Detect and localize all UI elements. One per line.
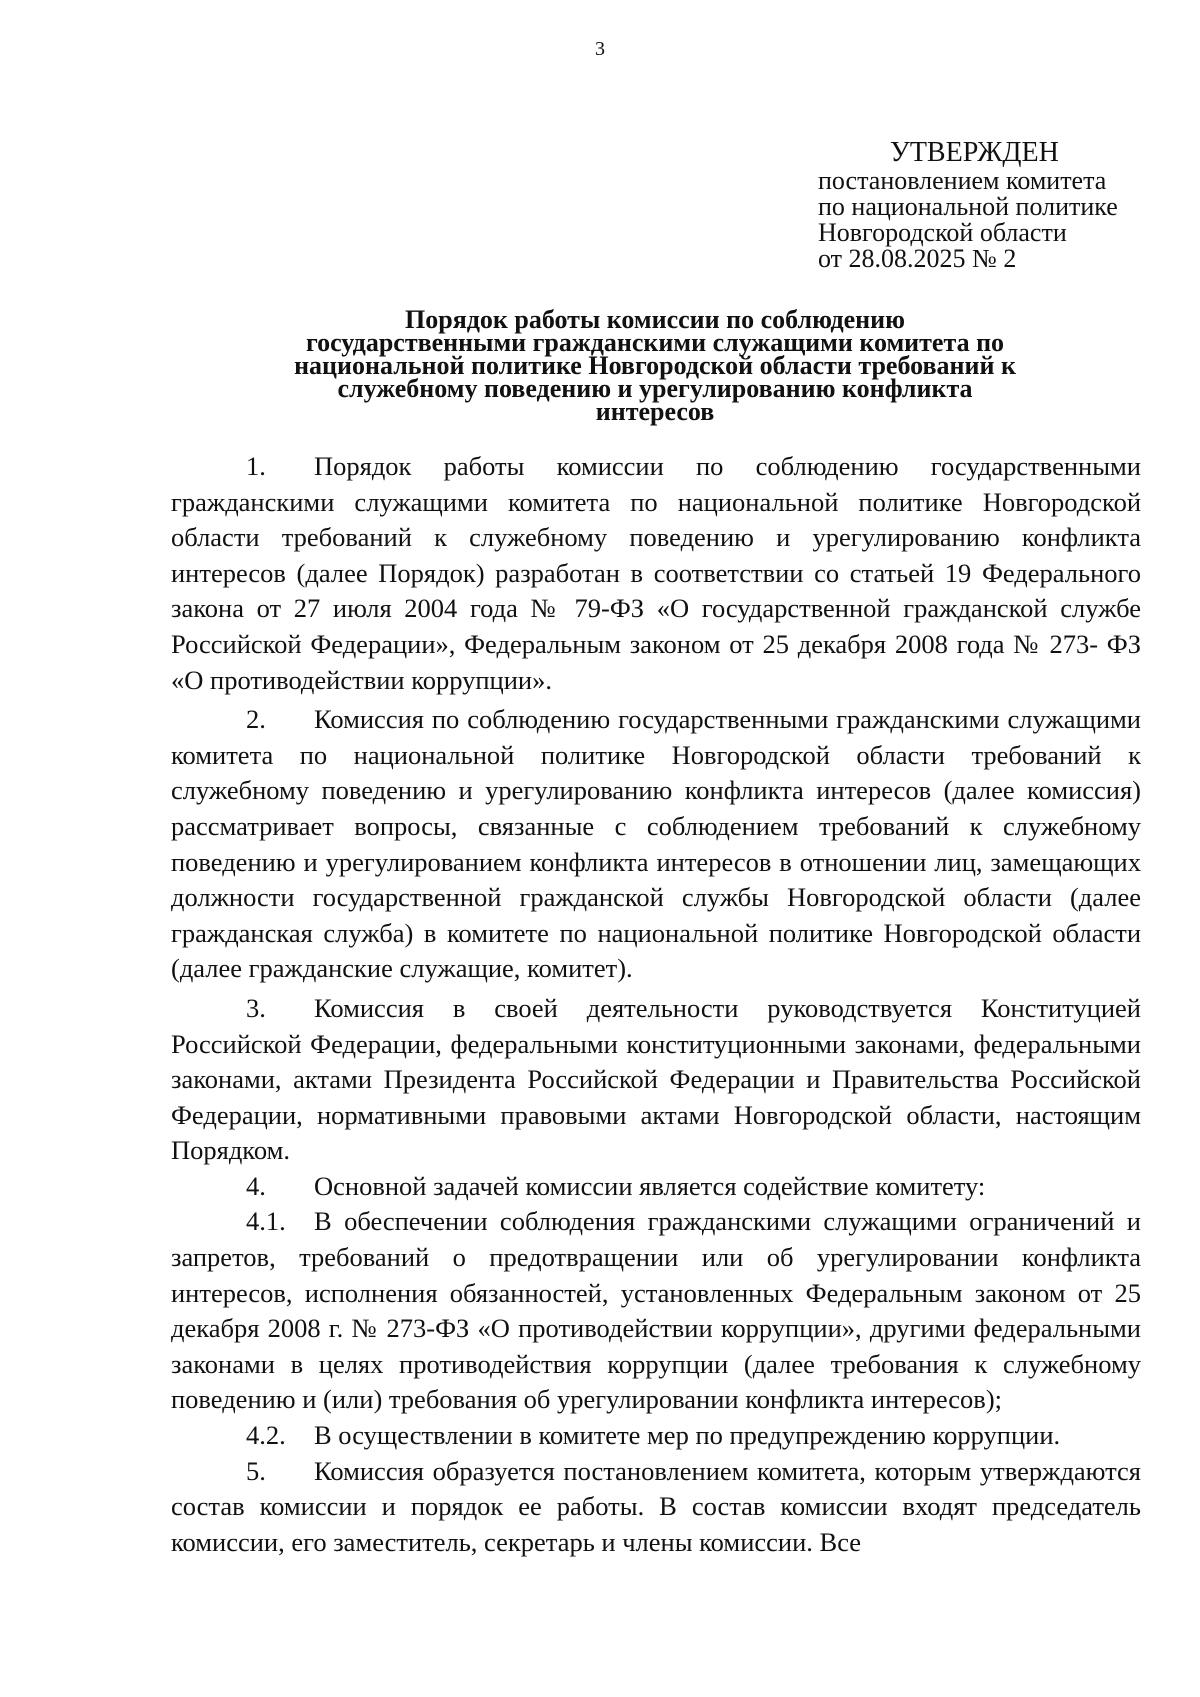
document-body	[171, 449, 1141, 1560]
paragraph-number: 2.	[246, 704, 266, 735]
paragraph-number: 5.	[246, 1455, 266, 1486]
page-number: 3	[595, 38, 605, 60]
paragraph-text: Комиссия в своей деятельности руководствуется Конституцией Российской Федерации, федеральными конституционными законами, федеральными законами, актами Президента Российской Федерации и Правительства Российской Федерации, нормативными правовыми актами Новгородской области, настоящим Порядком.	[171, 992, 1141, 1166]
title-line: государственными гражданскими служащими комитета по	[305, 328, 1005, 357]
title-line: служебному поведению и урегулированию конфликта	[337, 374, 973, 403]
paragraph-text: Комиссия по соблюдению государственными гражданскими служащими комитета по национальной политике Новгородской области требований к служебному поведению и урегулированию конфликта интересов (далее комиссия) рассматривает вопросы, связанные с соблюдением требований к служебному поведению и урегулированием конфликта интересов в отношении лиц, замещающих должности государственной гражданской службы Новгородской области (далее гражданская служба) в комитете по национальной политике Новгородской области (далее гражданские служащие, комитет).	[171, 704, 1141, 984]
approval-line: Новгородской области	[818, 218, 1067, 247]
paragraph-number: 4.	[246, 1170, 266, 1201]
paragraph-number: 3.	[246, 992, 266, 1023]
approval-stamp: УТВЕРЖДЕН	[890, 137, 1059, 168]
paragraph-4-2	[171, 1418, 1141, 1454]
paragraph-text: Основной задачей комиссии является содействие комитету:	[314, 1170, 986, 1201]
paragraph-number: 4.2.	[246, 1420, 286, 1451]
paragraph-text: Порядок работы комиссии по соблюдению государственными гражданскими служащими комитета по национальной политике Новгородской области требований к служебному поведению и урегулированию конфликта интересов (далее Порядок) разработан в соответствии со статьей 19 Федерального закона от 27 июля 2004 года № 79-ФЗ «О государственной гражданской службе Российской Федерации», Федеральным законом от 25 декабря 2008 года № 273- ФЗ «О противодействии коррупции».	[171, 451, 1141, 695]
paragraph-5	[171, 1454, 1141, 1561]
paragraph-4-1	[171, 1204, 1141, 1418]
approval-line: постановлением комитета	[818, 166, 1107, 195]
paragraph-3	[171, 991, 1141, 1169]
paragraph-1	[171, 449, 1141, 698]
approval-block	[818, 137, 1158, 273]
paragraph-number: 1.	[246, 451, 266, 481]
paragraph-4	[171, 1169, 1141, 1205]
paragraph-text: Комиссия образуется постановлением комитета, которым утверждаются состав комиссии и порядок ее работы. В состав комиссии входят председатель комиссии, его заместитель, секретарь и члены комиссии. Все	[171, 1455, 1141, 1557]
paragraph-text: В обеспечении соблюдения гражданскими служащими ограничений и запретов, требований о предотвращении или об урегулировании конфликта интересов, исполнения обязанностей, установленных Федеральным законом от 25 декабря 2008 г. № 273-ФЗ «О противодействии коррупции», другими федеральными законами в целях противодействия коррупции (далее требования к служебному поведению и (или) требования об урегулировании конфликта интересов);	[171, 1206, 1141, 1415]
paragraph-text: В осуществлении в комитете мер по предупреждению коррупции.	[314, 1420, 1061, 1451]
approval-line: от 28.08.2025 № 2	[818, 244, 1017, 273]
paragraph-number: 4.1.	[246, 1206, 286, 1237]
paragraph-2	[171, 702, 1141, 987]
approval-line: по национальной политике	[818, 192, 1118, 221]
document-title	[240, 305, 1070, 426]
title-line: национальной политике Новгородской области требований к	[294, 351, 1016, 380]
title-line: интересов	[595, 397, 715, 426]
title-line: Порядок работы комиссии по соблюдению	[405, 305, 905, 334]
